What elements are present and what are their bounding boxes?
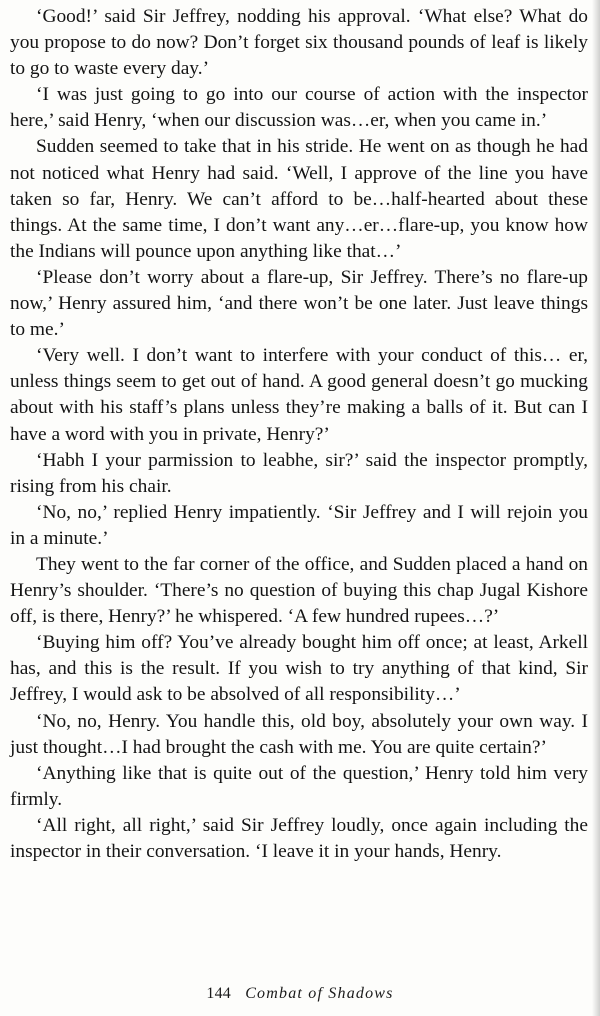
page-edge-shadow	[592, 0, 600, 1016]
paragraph: ‘Habh I your parmission to leabhe, sir?’ said the inspector promptly, rising from his chair.	[10, 449, 588, 497]
paragraph: ‘All right, all right,’ said Sir Jeffrey loudly, once again including the inspector in their conversation. ‘I leave it in your hands, Henry.	[10, 814, 588, 862]
paragraph: ‘No, no,’ replied Henry impatiently. ‘Sir Jeffrey and I will rejoin you in a minute.’	[10, 501, 588, 549]
paragraph: ‘Good!’ said Sir Jeffrey, nodding his approval. ‘What else? What do you propose to do now? Don’t forget six thousand pounds of leaf is likely to go to waste every day.’	[10, 6, 588, 80]
page-number: 144	[206, 985, 231, 1002]
body-text	[10, 4, 588, 865]
paragraph: ‘I was just going to go into our course of action with the inspector here,’ said Henry, ‘when our discussion was…er, when you came in.’	[10, 84, 588, 132]
page-footer	[0, 985, 600, 1003]
paragraph: They went to the far corner of the office, and Sudden placed a hand on Henry’s shoulder. ‘There’s no question of buying this chap Jugal Kishore off, is there, Henry?’ he whispered. ‘A few hundred rupees…?’	[10, 553, 588, 628]
paragraph: ‘Anything like that is quite out of the question,’ Henry told him very firmly.	[10, 762, 588, 810]
paragraph: ‘No, no, Henry. You handle this, old boy, absolutely your own way. I just thought…I had brought the cash with me. You are quite certain?’	[10, 710, 588, 758]
paragraph: Sudden seemed to take that in his stride. He went on as though he had not noticed what Henry had said. ‘Well, I approve of the line you have taken so far, Henry. We can’t afford to be…half-hearted about these things. At the same time, I don’t want any…er…flare-up, you know how the Indians will pounce upon anything like that…’	[10, 136, 588, 262]
paragraph: ‘Please don’t worry about a flare-up, Sir Jeffrey. There’s no flare-up now,’ Henry assured him, ‘and there won’t be one later. Just leave things to me.’	[10, 266, 588, 341]
paragraph: ‘Buying him off? You’ve already bought him off once; at least, Arkell has, and this is the result. If you wish to try anything of that kind, Sir Jeffrey, I would ask to be absolved of all responsibility…’	[10, 632, 588, 706]
running-title: Combat of Shadows	[245, 985, 394, 1002]
paragraph: ‘Very well. I don’t want to interfere with your conduct of this… er, unless things seem to get out of hand. A good general doesn’t go mucking about with his staff’s plans unless they’re making a balls of it. But can I have a word with you in private, Henry?’	[10, 345, 588, 445]
